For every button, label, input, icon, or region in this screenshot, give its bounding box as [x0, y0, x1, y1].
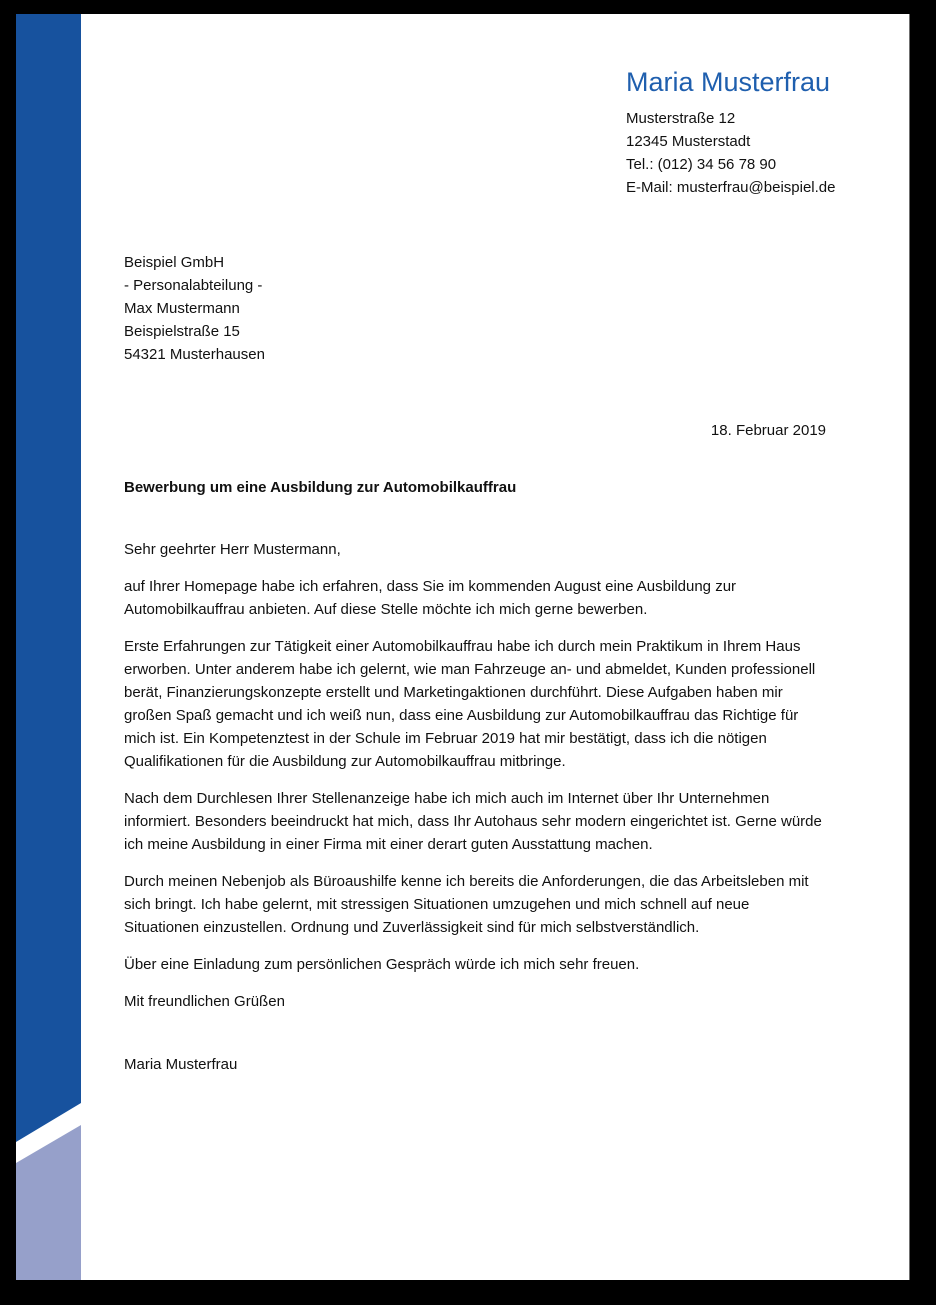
recipient-street: Beispielstraße 15 — [124, 323, 240, 340]
recipient-block — [124, 251, 444, 366]
sender-phone: Tel.: (012) 34 56 78 90 — [626, 156, 777, 173]
subject-line: Bewerbung um eine Ausbildung zur Automobilkauffrau — [124, 479, 517, 496]
sender-street: Musterstraße 12 — [626, 110, 736, 127]
recipient-contact-person: Max Mustermann — [124, 300, 240, 317]
sender-block — [626, 66, 906, 199]
letter-body — [124, 538, 828, 1076]
sender-city: 12345 Musterstadt — [626, 133, 751, 150]
signature-name: Maria Musterfrau — [124, 1056, 238, 1073]
sender-name: Maria Musterfrau — [626, 67, 831, 97]
salutation: Sehr geehrter Herr Mustermann, — [124, 541, 341, 558]
recipient-company: Beispiel GmbH — [124, 254, 225, 271]
closing-phrase: Mit freundlichen Grüßen — [124, 993, 285, 1010]
body-paragraph: Über eine Einladung zum persönlichen Gespräch würde ich mich sehr freuen. — [124, 956, 640, 973]
sender-email: E-Mail: musterfrau@beispiel.de — [626, 179, 836, 196]
recipient-city: 54321 Musterhausen — [124, 346, 265, 363]
letter-date: 18. Februar 2019 — [710, 422, 826, 439]
left-accent-stripe-dark — [16, 14, 81, 1142]
left-accent-stripe-light — [16, 1125, 81, 1280]
recipient-department: - Personalabteilung - — [124, 277, 263, 294]
body-paragraph: auf Ihrer Homepage habe ich erfahren, dass Sie im kommenden August eine Ausbildung zur Automobilkauffrau anbieten. Auf diese Stelle möchte ich mich gerne bewerben. — [124, 578, 737, 618]
body-paragraph: Nach dem Durchlesen Ihrer Stellenanzeige habe ich mich auch im Internet über Ihr Unternehmen informiert. Besonders beeindruckt hat mich, dass Ihr Autohaus sehr modern eingerichtet ist. Gerne würde ich meine Ausbildung in einer Firma mit einer derart guten Ausstattung machen. — [124, 790, 822, 853]
body-paragraph: Durch meinen Nebenjob als Büroaushilfe kenne ich bereits die Anforderungen, die das Arbeitsleben mit sich bringt. Ich habe gelernt, mit stressigen Situationen umzugehen und mich schnell auf neue Situationen einzustellen. Ordnung und Zuverlässigkeit sind für mich selbstverständlich. — [124, 873, 809, 936]
letter-page — [16, 14, 910, 1280]
body-paragraph: Erste Erfahrungen zur Tätigkeit einer Automobilkauffrau habe ich durch mein Praktikum in Ihrem Haus erworben. Unter anderem habe ich gelernt, wie man Fahrzeuge an- und abmeldet, Kunden professionell berät, Finanzierungskonzepte erstellt und Marketingaktionen durchführt. Diese Aufgaben haben mir großen Spaß gemacht und ich weiß nun, dass eine Ausbildung zur Automobilkauffrau das Richtige für mich ist. Ein Kompetenztest in der Schule im Februar 2019 hat mir bestätigt, dass ich die nötigen Qualifikationen für die Ausbildung zur Automobilkauffrau mitbringe. — [124, 638, 816, 770]
